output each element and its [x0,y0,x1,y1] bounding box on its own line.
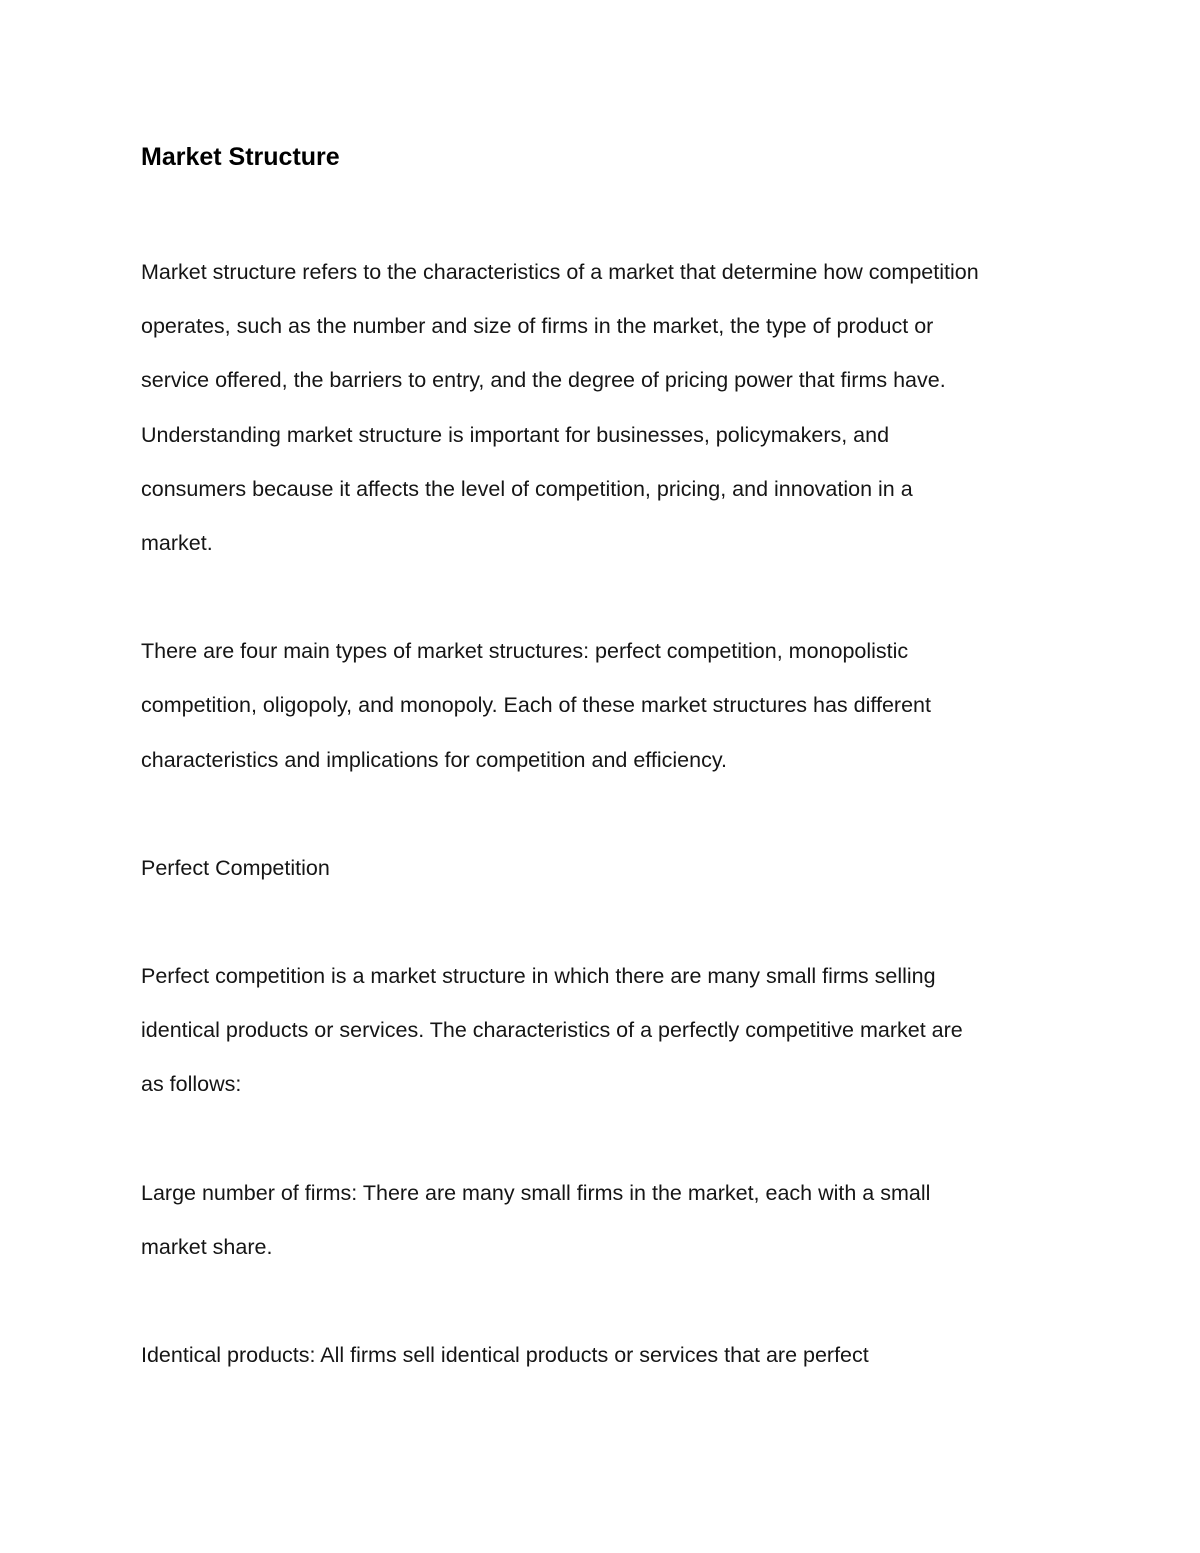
spacer [141,787,1071,841]
text-line: characteristics and implications for competition and efficiency. [141,747,727,772]
text-line: identical products or services. The characteristics of a perfectly competitive market are [141,1018,963,1043]
document-title: Market Structure [141,143,340,171]
spacer [141,174,1071,245]
spacer [141,895,1071,949]
text-line: Market structure refers to the characteristics of a market that determine how competition [141,260,979,284]
text-line: Large number of firms: There are many small firms in the market, each with a small [141,1180,931,1205]
text-line: Perfect Competition [141,855,330,880]
spacer [141,1274,1071,1328]
paragraph-perfect-competition-definition [141,949,1071,1112]
paragraph-market-structure-types [141,624,1071,787]
text-line: Identical products: All firms sell identical products or services that are perfect [141,1343,869,1368]
paragraph-large-number-of-firms [141,1166,1071,1274]
text-line: service offered, the barriers to entry, and the degree of pricing power that firms have. [141,368,946,393]
paragraph-identical-products [141,1328,1071,1382]
text-line: Perfect competition is a market structure in which there are many small firms selling [141,964,936,989]
text-line: as follows: [141,1072,242,1097]
text-line: There are four main types of market structures: perfect competition, monopolistic [141,639,909,664]
text-line: competition, oligopoly, and monopoly. Each of these market structures has different [141,693,931,718]
text-line: market share. [141,1234,273,1259]
document-body [141,140,1071,1382]
spacer [141,570,1071,624]
spacer [141,1112,1071,1166]
section-heading-perfect-competition [141,841,1071,895]
text-line: Understanding market structure is important for businesses, policymakers, and [141,422,890,447]
paragraph-market-structure-definition [141,245,1071,570]
text-line: consumers because it affects the level of competition, pricing, and innovation in a [141,476,913,501]
text-line: operates, such as the number and size of firms in the market, the type of product or [141,314,934,339]
text-line: market. [141,531,213,556]
